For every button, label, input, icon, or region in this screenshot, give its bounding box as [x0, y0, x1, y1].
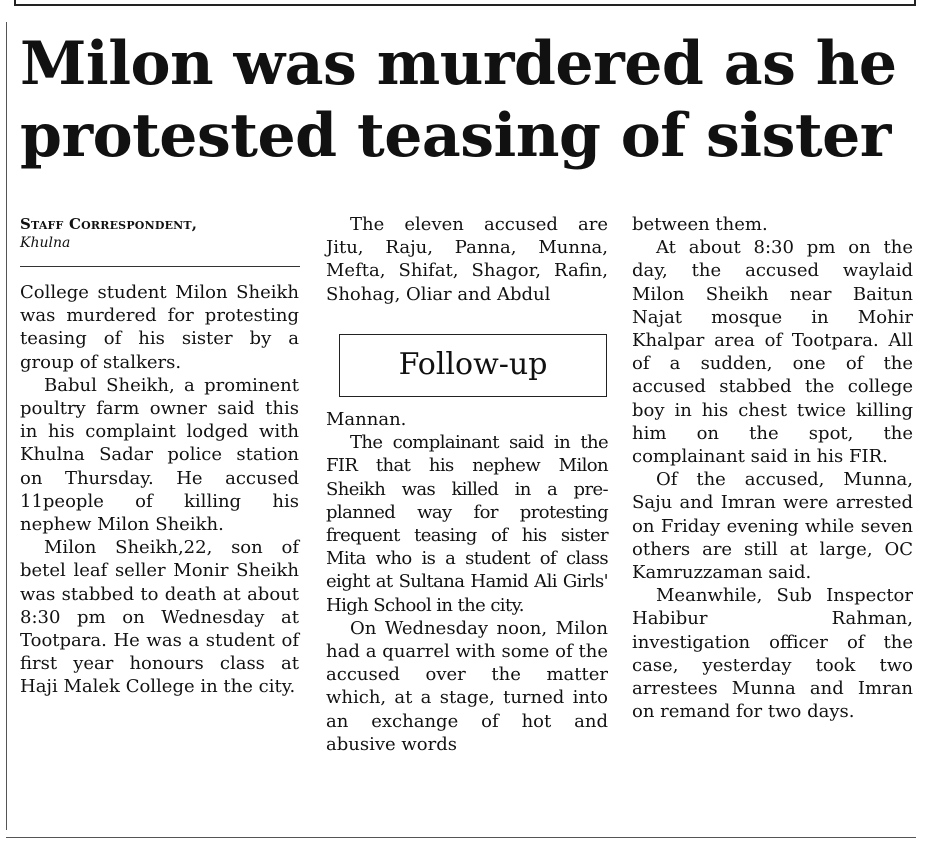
byline-rule	[20, 266, 300, 267]
article-column-2-top	[326, 213, 608, 306]
paragraph: Milon Sheikh,22, son of betel leaf seller Monir Sheikh was stabbed to death at about 8:30 pm on Wednesday at Tootpara. He was a student of first year honours class at Haji Malek College in the city.	[20, 537, 299, 698]
byline-location: Khulna	[20, 235, 71, 251]
bottom-rule	[6, 837, 916, 838]
paragraph: Babul Sheikh, a prominent poultry farm owner said this in his complaint lodged with Khulna Sadar police station on Thursday. He accused 11people of killing his nephew Milon Sheikh.	[20, 374, 299, 536]
byline	[20, 214, 300, 252]
paragraph: between them.	[632, 214, 768, 235]
paragraph: Meanwhile, Sub Inspector Habibur Rahman, investigation officer of the case, yesterday took two arrestees Munna and Imran on remand for two days.	[632, 585, 913, 723]
headline-line-1: Milon was murdered as he	[20, 29, 897, 99]
byline-name: Staff Correspondent,	[20, 215, 198, 233]
article-column-2-bottom	[326, 408, 608, 756]
paragraph: The complainant said in the FIR that his nephew Milon Sheikh was killed in a pre-planned way for protesting frequent teasing of his sister Mita who is a student of class eight at Sultana Hamid Ali Girls' High School in the city.	[326, 432, 608, 616]
follow-up-box: Follow-up	[339, 334, 607, 397]
headline	[20, 28, 920, 172]
paragraph: Of the accused, Munna, Saju and Imran were arrested on Friday evening while seven others are still at large, OC Kamruzzaman said.	[632, 469, 913, 584]
top-border-box	[14, 0, 916, 6]
article-column-3	[632, 213, 913, 723]
headline-line-2: protested teasing of sister	[20, 101, 891, 171]
left-column-rule	[6, 22, 7, 830]
paragraph: At about 8:30 pm on the day, the accused waylaid Milon Sheikh near Baitun Najat mosque in Mohir Khalpar area of Tootpara. All of a sudden, one of the accused stabbed the college boy in his chest twice killing him on the spot, the complainant said in his FIR.	[632, 237, 913, 468]
paragraph: On Wednesday noon, Milon had a quarrel with some of the accused over the matter which, at a stage, turned into an exchange of hot and abusive words	[326, 617, 608, 755]
article-column-1	[20, 281, 299, 699]
paragraph: College student Milon Sheikh was murdered for protesting teasing of his sister by a group of stalkers.	[20, 282, 299, 373]
paragraph: Mannan.	[326, 409, 407, 430]
paragraph: The eleven accused are Jitu, Raju, Panna, Munna, Mefta, Shifat, Shagor, Rafin, Shohag, Oliar and Abdul	[326, 214, 608, 305]
